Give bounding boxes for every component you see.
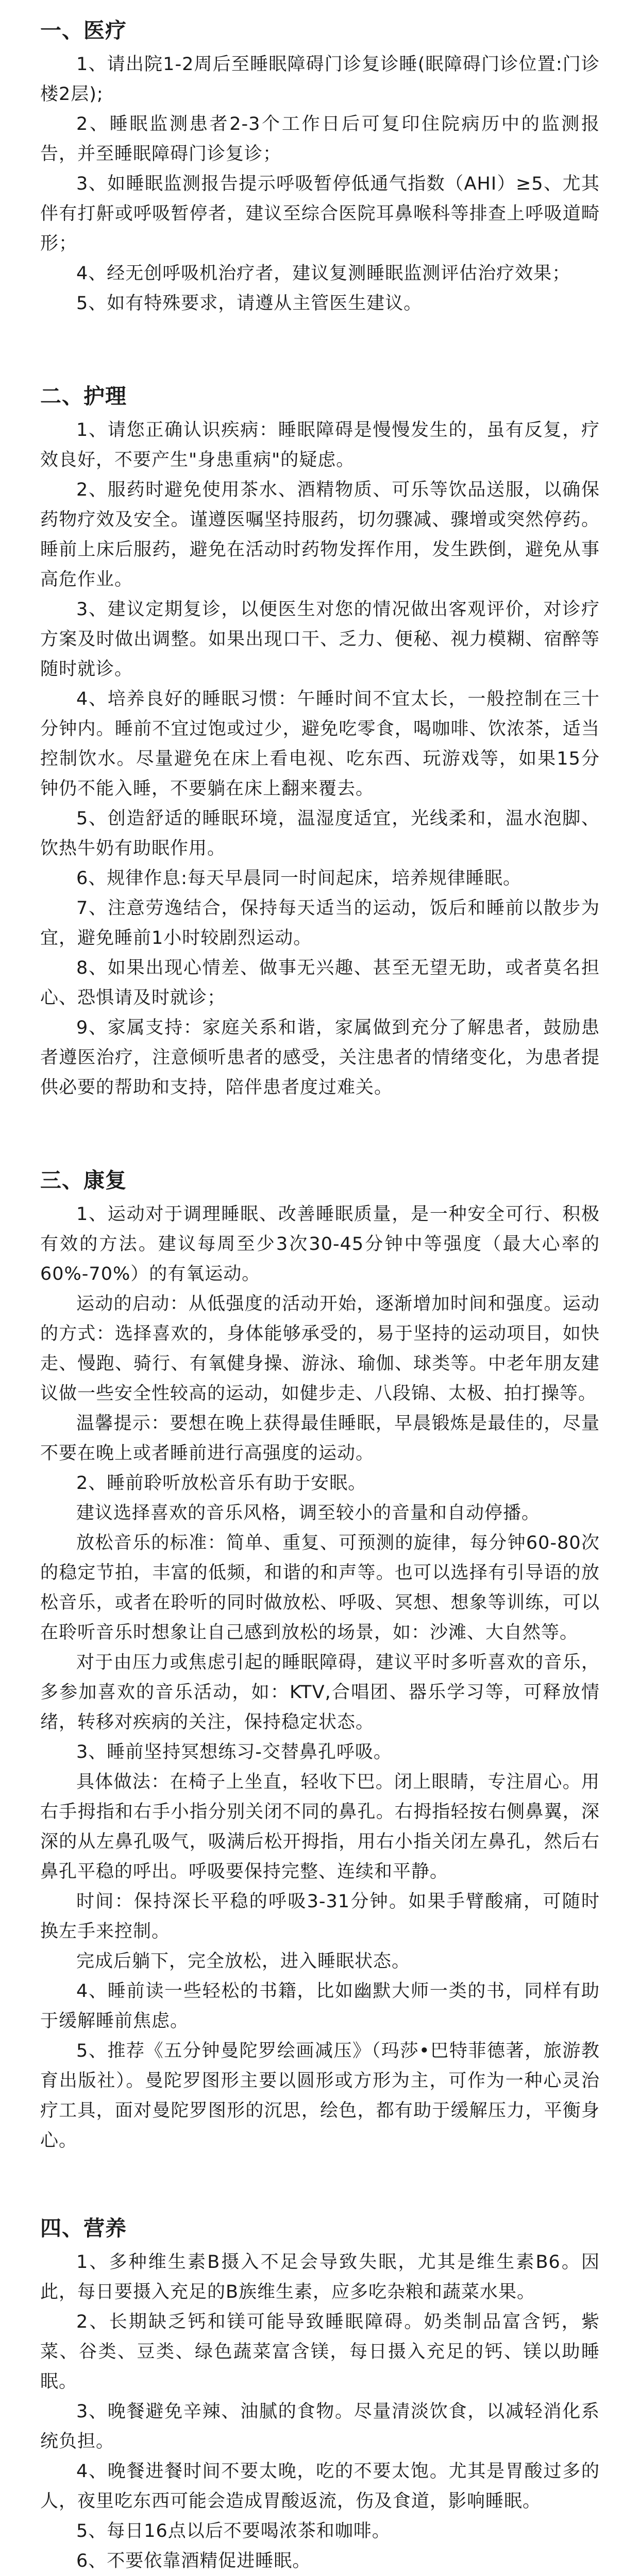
- rehab-music-style: 建议选择喜欢的音乐风格，调至较小的音量和自动停播。: [76, 1503, 541, 1523]
- medical-item-2: 2、睡眠监测患者2-3个工作日后可复印住院病历中的监测报告，并至睡眠障碍门诊复诊；: [40, 114, 600, 164]
- nutrition-item-2: 2、长期缺乏钙和镁可能导致睡眠障碍。奶类制品富含钙，紫菜、谷类、豆类、绿色蔬菜富含镁，每日摄入充足的钙、镁以助睡眠。: [40, 2312, 600, 2392]
- medical-item-3: 3、如睡眠监测报告提示呼吸暂停低通气指数（AHI）≥5、尤其伴有打鼾或呼吸暂停者，建议至综合医院耳鼻喉科等排查上呼吸道畸形；: [40, 174, 600, 254]
- nursing-item-2: 2、服药时避免使用茶水、酒精物质、可乐等饮品送服，以确保药物疗效及安全。谨遵医嘱坚持服药，切勿骤减、骤增或突然停药。睡前上床后服药，避免在活动时药物发挥作用，发生跌倒，避免从事高危作业。: [40, 480, 600, 590]
- nursing-item-5: 5、创造舒适的睡眠环境，温湿度适宜，光线柔和，温水泡脚、饮热牛奶有助眠作用。: [40, 808, 600, 859]
- medical-item-5: 5、如有特殊要求，请遵从主管医生建议。: [76, 293, 423, 314]
- nursing-item-1: 1、请您正确认识疾病：睡眠障碍是慢慢发生的，虽有反复，疗效良好，不要产生"身患重病"的疑虑。: [40, 420, 600, 470]
- nutrition-item-6: 6、不要依靠酒精促进睡眠。: [76, 2551, 311, 2571]
- rehab-exercise-start: 运动的启动：从低强度的活动开始，逐渐增加时间和强度。运动的方式：选择喜欢的，身体能够承受的，易于坚持的运动项目，如快走、慢跑、骑行、有氧健身操、游泳、瑜伽、球类等。中老年朋友建议做一些安全性较高的运动，如健步走、八段锦、太极、拍打操等。: [40, 1294, 600, 1404]
- section-nutrition: [40, 2212, 600, 2576]
- nutrition-item-1: 1、多种维生素B摄入不足会导致失眠，尤其是维生素B6。因此，每日要摄入充足的B族维生素，应多吃杂粮和蔬菜水果。: [40, 2252, 600, 2302]
- section-nursing: [40, 380, 600, 1103]
- rehab-breathing-time: 时间：保持深长平稳的呼吸3-31分钟。如果手臂酸痛，可随时换左手来控制。: [40, 1891, 600, 1942]
- nursing-item-6: 6、规律作息:每天早晨同一时间起床，培养规律睡眠。: [76, 868, 522, 889]
- rehab-item-5: 5、推荐《五分钟曼陀罗绘画减压》（玛莎•巴特菲德著，旅游教育出版社）。曼陀罗图形主要以圆形或方形为主，可作为一种心灵治疗工具，面对曼陀罗图形的沉思，绘色，都有助于缓解压力，平衡身心。: [40, 2041, 600, 2151]
- rehab-warm-tip: 温馨提示：要想在晚上获得最佳睡眠，早晨锻炼是最佳的，尽量不要在晚上或者睡前进行高强度的运动。: [40, 1413, 600, 1464]
- section-title-nursing: 二、护理: [40, 384, 127, 409]
- nursing-item-8: 8、如果出现心情差、做事无兴趣、甚至无望无助，或者莫名担心、恐惧请及时就诊；: [40, 958, 600, 1008]
- nursing-item-3: 3、建议定期复诊，以便医生对您的情况做出客观评价，对诊疗方案及时做出调整。如果出现口干、乏力、便秘、视力模糊、宿醉等随时就诊。: [40, 599, 600, 680]
- nursing-item-7: 7、注意劳逸结合，保持每天适当的运动，饭后和睡前以散步为宜，避免睡前1小时较剧烈运动。: [40, 898, 600, 948]
- section-rehabilitation: [40, 1164, 600, 2156]
- rehab-breathing-method: 具体做法：在椅子上坐直，轻收下巴。闭上眼睛，专注眉心。用右手拇指和右手小指分别关闭不同的鼻孔。右拇指轻按右侧鼻翼，深深的从左鼻孔吸气，吸满后松开拇指，用右小指关闭左鼻孔，然后右鼻孔平稳的呼出。呼吸要保持完整、连续和平静。: [40, 1772, 600, 1882]
- nutrition-item-5: 5、每日16点以后不要喝浓茶和咖啡。: [76, 2521, 391, 2541]
- section-title-nutrition: 四、营养: [40, 2216, 127, 2241]
- rehab-item-4: 4、睡前读一些轻松的书籍，比如幽默大师一类的书，同样有助于缓解睡前焦虑。: [40, 1981, 600, 2031]
- rehab-item-1: 1、运动对于调理睡眠、改善睡眠质量，是一种安全可行、积极有效的方法。建议每周至少3次30-45分钟中等强度（最大心率的60%-70%）的有氧运动。: [40, 1204, 600, 1284]
- nursing-item-4: 4、培养良好的睡眠习惯：午睡时间不宜太长，一般控制在三十分钟内。睡前不宜过饱或过少，避免吃零食，喝咖啡、饮浓茶，适当控制饮水。尽量避免在床上看电视、吃东西、玩游戏等，如果15分钟仍不能入睡，不要躺在床上翻来覆去。: [40, 689, 600, 799]
- section-title-rehabilitation: 三、康复: [40, 1168, 127, 1193]
- section-title-medical: 一、医疗: [40, 18, 127, 43]
- rehab-music-standard: 放松音乐的标准：简单、重复、可预测的旋律，每分钟60-80次的稳定节拍，丰富的低频，和谐的和声等。也可以选择有引导语的放松音乐，或者在聆听的同时做放松、呼吸、冥想、想象等训练，可以在聆听音乐时想象让自己感到放松的场景，如：沙滩、大自然等。: [40, 1533, 600, 1643]
- nutrition-item-3: 3、晚餐避免辛辣、油腻的食物。尽量清淡饮食，以减轻消化系统负担。: [40, 2401, 600, 2452]
- medical-item-4: 4、经无创呼吸机治疗者，建议复测睡眠监测评估治疗效果；: [76, 263, 571, 284]
- rehab-item-3: 3、睡前坚持冥想练习-交替鼻孔呼吸。: [76, 1742, 392, 1762]
- rehab-item-2: 2、睡前聆听放松音乐有助于安眠。: [76, 1473, 367, 1494]
- rehab-music-stress: 对于由压力或焦虑引起的睡眠障碍，建议平时多听喜欢的音乐，多参加喜欢的音乐活动，如：KTV,合唱团、器乐学习等，可释放情绪，转移对疾病的关注，保持稳定状态。: [40, 1652, 600, 1733]
- nursing-item-9: 9、家属支持：家庭关系和谐，家属做到充分了解患者，鼓励患者遵医治疗，注意倾听患者的感受，关注患者的情绪变化，为患者提供必要的帮助和支持，陪伴患者度过难关。: [40, 1018, 600, 1098]
- section-spacer: [40, 318, 600, 380]
- medical-item-1: 1、请出院1-2周后至睡眠障碍门诊复诊睡(眠障碍门诊位置:门诊楼2层);: [40, 54, 600, 105]
- section-spacer: [40, 2156, 600, 2212]
- section-spacer: [40, 1103, 600, 1164]
- nutrition-item-4: 4、晚餐进餐时间不要太晚，吃的不要太饱。尤其是胃酸过多的人，夜里吃东西可能会造成胃酸返流，伤及食道，影响睡眠。: [40, 2461, 600, 2512]
- section-medical: [40, 14, 600, 318]
- rehab-breathing-finish: 完成后躺下，完全放松，进入睡眠状态。: [76, 1951, 411, 1972]
